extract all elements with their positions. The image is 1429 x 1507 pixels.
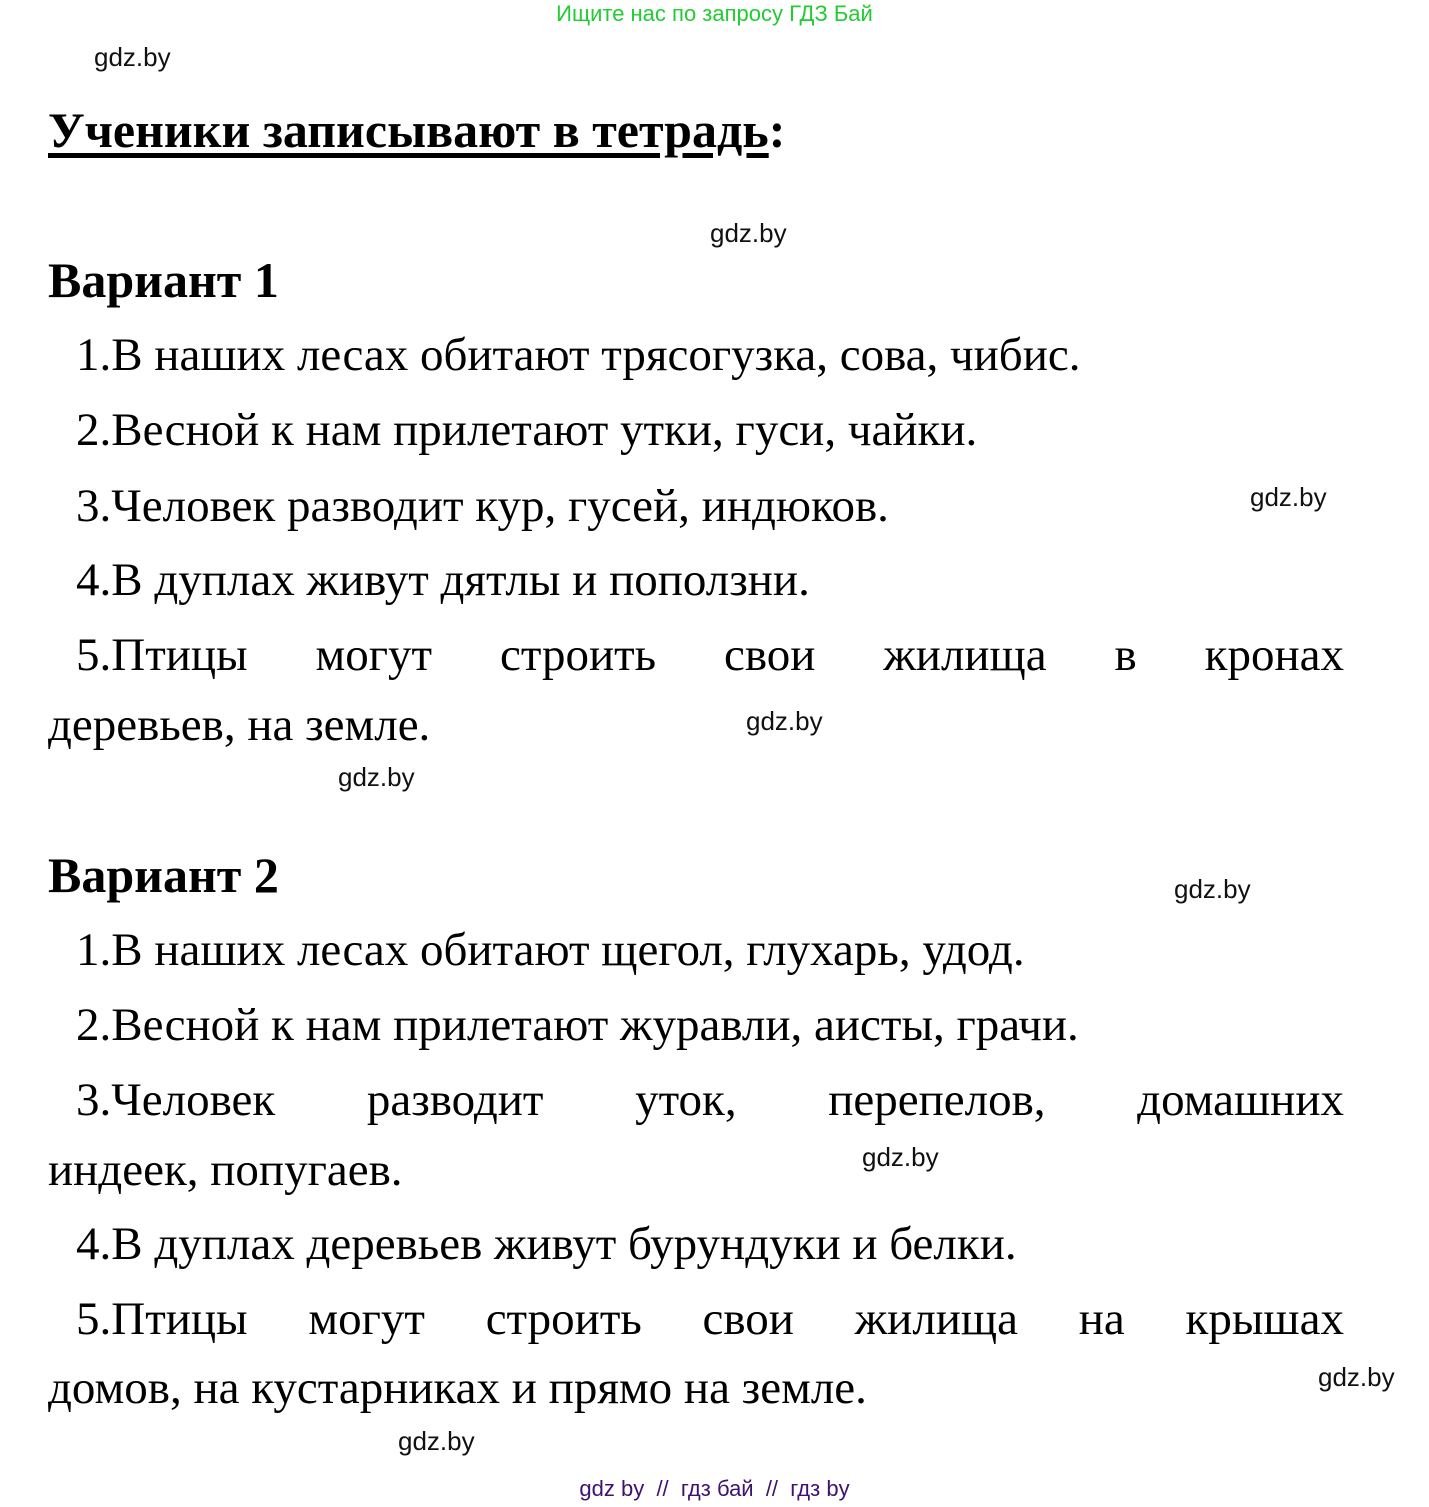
word: в	[1114, 629, 1137, 681]
watermark: gdz.by	[1174, 874, 1251, 904]
variant-1-item-3: 3.Человек разводит кур, гусей, индюков.	[76, 480, 889, 532]
word: строить	[500, 629, 657, 681]
word: свои	[702, 1293, 794, 1345]
variant-2-title: Вариант 2	[48, 847, 279, 903]
watermark: gdz.by	[1250, 482, 1327, 512]
word: строить	[485, 1293, 642, 1345]
variant-1-item-5-line-1	[48, 627, 1344, 683]
variant-2-item-1: 1.В наших лесах обитают щегол, глухарь, удод.	[76, 924, 1025, 976]
footer-links: gdz by // гдз бай // гдз by	[579, 1476, 850, 1501]
word: 3.Человек	[76, 1074, 276, 1126]
word: разводит	[366, 1074, 544, 1126]
word: крышах	[1185, 1293, 1344, 1345]
watermark: gdz.by	[1318, 1362, 1395, 1392]
word: могут	[315, 629, 433, 681]
word: 5.Птицы	[76, 1293, 248, 1345]
variant-1-item-1: 1.В наших лесах обитают трясогузка, сова, чибис.	[76, 329, 1081, 381]
word: жилища	[854, 1293, 1018, 1345]
watermark: gdz.by	[338, 762, 415, 792]
variant-1-item-5-line-2: деревьев, на земле.	[48, 699, 431, 751]
watermark: gdz.by	[94, 42, 171, 72]
word: на	[1078, 1293, 1125, 1345]
word: 5.Птицы	[76, 629, 248, 681]
variant-2-item-3-line-1	[48, 1072, 1344, 1128]
word: кронах	[1204, 629, 1344, 681]
heading-text: Ученики записывают в тетрадь	[48, 102, 769, 158]
watermark: gdz.by	[862, 1142, 939, 1172]
variant-2-item-2: 2.Весной к нам прилетают журавли, аисты, грачи.	[76, 999, 1079, 1051]
watermark: gdz.by	[710, 218, 787, 248]
word: домашних	[1137, 1074, 1344, 1126]
variant-1-item-2: 2.Весной к нам прилетают утки, гуси, чайки.	[76, 404, 978, 456]
heading-colon: :	[768, 102, 786, 158]
word: перепелов,	[828, 1074, 1046, 1126]
variant-2-item-5-line-2: домов, на кустарниках и прямо на земле.	[48, 1362, 867, 1414]
word: уток,	[635, 1074, 737, 1126]
watermark: gdz.by	[746, 706, 823, 736]
variant-1-title: Вариант 1	[48, 252, 279, 308]
word: жилища	[883, 629, 1047, 681]
variant-2-item-5-line-1	[48, 1291, 1344, 1347]
page-heading	[48, 100, 785, 160]
variant-2-item-4: 4.В дуплах деревьев живут бурундуки и белки.	[76, 1218, 1017, 1270]
variant-2-item-3-line-2: индеек, попугаев.	[48, 1144, 403, 1196]
search-banner: Ищите нас по запросу ГДЗ Бай	[556, 1, 873, 26]
word: могут	[308, 1293, 425, 1345]
word: свои	[724, 629, 816, 681]
watermark: gdz.by	[398, 1426, 475, 1456]
variant-1-item-4: 4.В дуплах живут дятлы и поползни.	[76, 554, 810, 606]
